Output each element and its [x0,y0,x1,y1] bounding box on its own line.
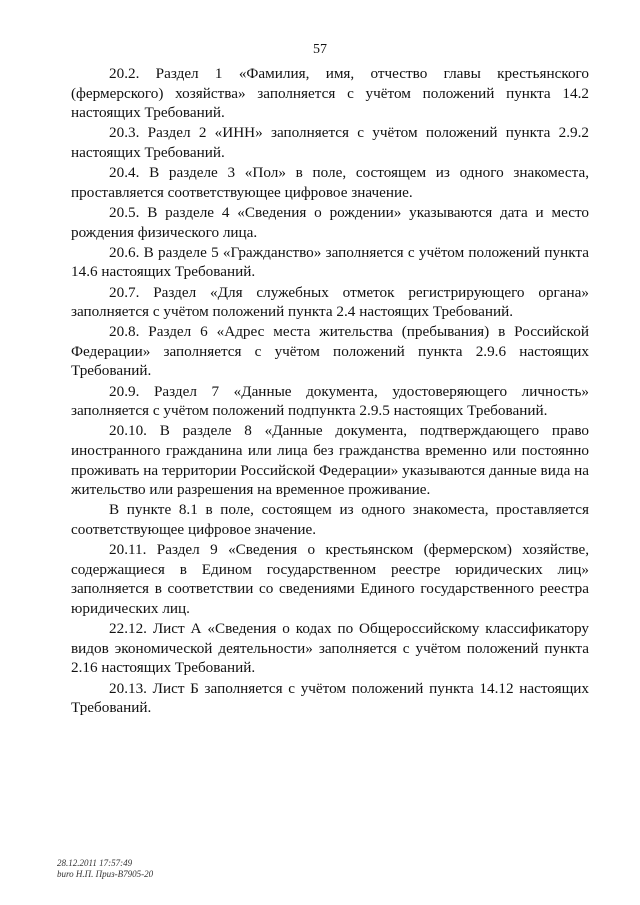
paragraph-20-4: 20.4. В разделе 3 «Пол» в поле, состоящем из одного знакоместа, проставляется соответствующее цифровое значение. [71,164,589,201]
paragraph-20-5: 20.5. В разделе 4 «Сведения о рождении» указываются дата и место рождения физического лица. [71,203,589,241]
paragraph-22-12: 22.12. Лист А «Сведения о кодах по Общероссийскому классификатору видов экономической деятельности» заполняется с учётом положений пункта 2.16 настоящих Требований. [71,620,589,677]
page-number: 57 [313,42,327,57]
document-body [71,64,589,718]
footer-file-reference: buro Н.П. Приз-В7905-20 [57,869,154,879]
paragraph-20-8: 20.8. Раздел 6 «Адрес места жительства (пребывания) в Российской Федерации» заполняется с учётом положений пункта 2.9.6 настоящих Требований. [71,323,589,380]
paragraph-20-9: 20.9. Раздел 7 «Данные документа, удостоверяющего личность» заполняется с учётом положений подпункта 2.9.5 настоящих Требований. [71,382,589,420]
paragraph-20-3: 20.3. Раздел 2 «ИНН» заполняется с учётом положений пункта 2.9.2 настоящих Требований. [71,124,589,161]
paragraph-20-2: 20.2. Раздел 1 «Фамилия, имя, отчество главы крестьянского (фермерского) хозяйства» заполняется с учётом положений пункта 14.2 настоящих Требований. [71,65,589,122]
footer-stamp [57,858,153,880]
paragraph-20-10: 20.10. В разделе 8 «Данные документа, подтверждающего право иностранного гражданина или лица без гражданства временно или постоянно проживать на территории Российской Федерации» указываются данные вида на жительство или разрешения на временное проживание. [71,422,589,499]
footer-timestamp: 28.12.2011 17:57:49 [57,858,133,868]
paragraph-20-13: 20.13. Лист Б заполняется с учётом положений пункта 14.12 настоящих Требований. [71,679,589,717]
paragraph-20-7: 20.7. Раздел «Для служебных отметок регистрирующего органа» заполняется с учётом положений пункта 2.4 настоящих Требований. [71,283,589,321]
paragraph-20-11: 20.11. Раздел 9 «Сведения о крестьянском (фермерском) хозяйстве, содержащиеся в Едином государственном реестре юридических лиц» заполняется в соответствии со сведениями Единого государственного реестра юридических лиц. [71,541,589,617]
paragraph-8-1: В пункте 8.1 в поле, состоящем из одного знакоместа, проставляется соответствующее цифровое значение. [71,501,589,538]
paragraph-20-6: 20.6. В разделе 5 «Гражданство» заполняется с учётом положений пункта 14.6 настоящих Требований. [71,243,589,281]
